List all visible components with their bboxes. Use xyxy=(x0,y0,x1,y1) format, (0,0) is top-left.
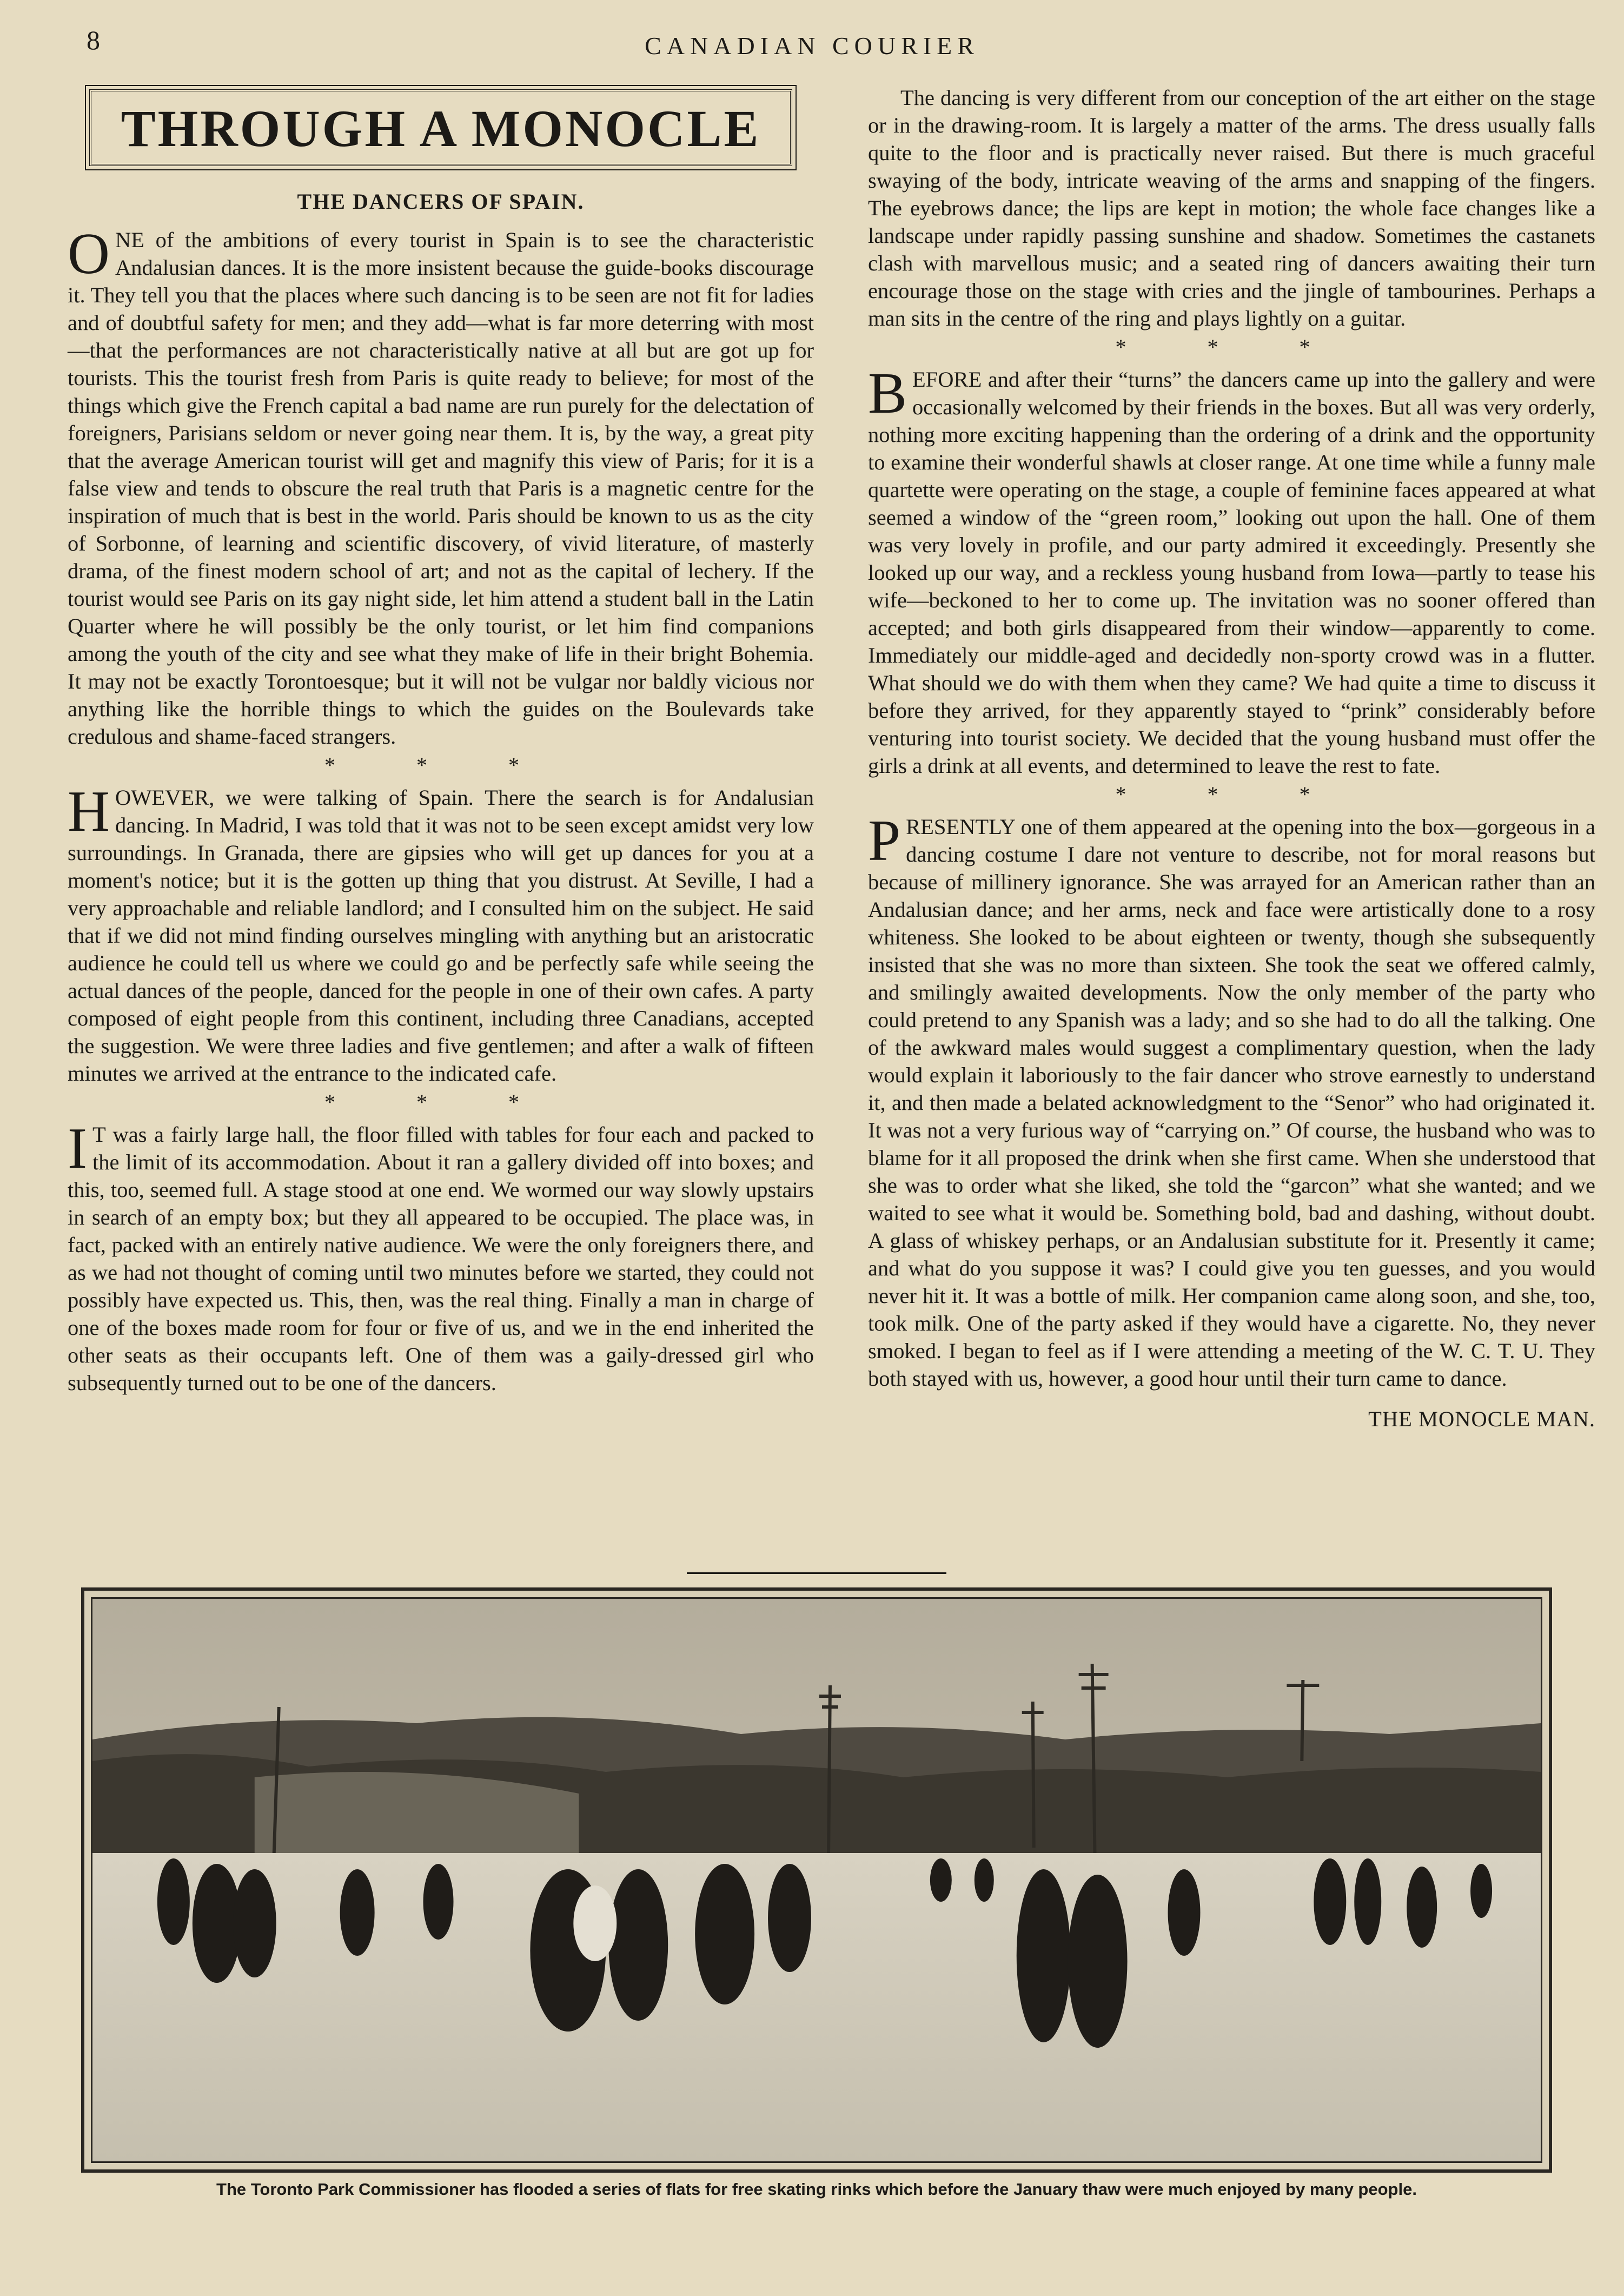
paragraph-text: we were talking of Spain. There the search is for Andalusian dancing. In Madrid, I was told that it was not to be seen except amidst very low surroundings. In Granada, there are gipsies who will get up dances for you at a moment's notice; but it is the gotten up thing that you distrust. At Seville, I had a very approachable and reliable landlord; and I consulted him on the subject. He said that if we did not mind finding ourselves mingling with anything but an aristocratic audience he could tell us where we could go and be perfectly safe while seeing the actual dances of the people, danced for the people in one of their own cafes. A party composed of eight people from this continent, including three Canadians, accepted the suggestion. We were three ladies and five gentlemen; and after a walk of fifteen minutes we arrived at the entrance to the indicated cafe. xyxy=(68,785,814,1086)
paragraph-4: The dancing is very different from our conception of the art either on the stage or in the drawing-room. It is largely a matter of the arms. The dress usually falls quite to the floor and is practically never raised. But there is much graceful swaying of the body, intricate weaving of the arms and snapping of the fingers. The eyebrows dance; the lips are kept in motion; the whole face changes like a landscape under rapidly passing sunshine and shadow. Sometimes the castanets clash with marvellous music; and a seated ring of dancers awaiting their turn encourage those on the stage with cries and the jingle of tambourines. Perhaps a man sits in the centre of the ring and plays lightly on a guitar. xyxy=(868,85,1595,330)
section-separator: * * * xyxy=(1115,335,1348,359)
page-number: 8 xyxy=(87,25,100,55)
paragraph-3 xyxy=(68,1116,814,1397)
paragraph-text: and after their “turns” the dancers came up into the gallery and were occasionally welcomed by their friends in the boxes. But all was very orderly, nothing more exciting happening than the ordering of a drink and the opportunity to examine their wonderful shawls at closer range. At one time while a funny male quartette were operating on the stage, a couple of feminine faces appeared at what seemed a window of the “green room,” looking out upon the hall. One of them was very lovely in profile, and our party admired it exceedingly. Presently she looked up our way, and a reckless young husband from Iowa—partly to tease his wife—beckoned to her to come up. The invitation was no sooner offered than accepted; and both girls disappeared from their window—apparently to come. Immediately our middle-aged and decidedly non-sporty crowd was in a flutter. What should we do with them when they came? We had quite a time to discuss it before they arrived, for they apparently stayed to “prink” considerably before venturing into tourist society. We decided that the young husband must offer the girls a drink at all events, and determined to leave the rest to fate. xyxy=(868,367,1595,778)
column-divider-rule xyxy=(687,1572,946,1574)
photo-image xyxy=(91,1597,1542,2163)
paragraph-6 xyxy=(868,809,1595,1392)
article-title: THROUGH A MONOCLE xyxy=(89,89,792,166)
author-signature: THE MONOCLE MAN. xyxy=(1368,1407,1595,1431)
article-column-right xyxy=(868,84,1595,1433)
section-separator: * * * xyxy=(324,753,557,777)
article-column-left xyxy=(68,84,814,1397)
section-separator: * * * xyxy=(1115,782,1348,806)
lead-word: NE xyxy=(115,228,144,252)
lead-word: T xyxy=(92,1122,105,1147)
paragraph-text: was a fairly large hall, the floor filled with tables for four each and packed to the limit of its accommodation. About it ran a gallery divided off into boxes; and this, too, seemed full. A stage stood at one end. We wormed our way slowly upstairs in search of an empty box; but they all appeared to be occupied. The place was, in fact, packed with an entirely native audience. We were the only foreigners there, and as we had not thought of coming until two minutes before we started, they could not possibly have expected us. This, then, was the real thing. Finally a man in charge of one of the boxes made room for four or five of us, and we in the end inherited the other seats as their occupants left. One of them was a gaily-dressed girl who subsequently turned out to be one of the dancers. xyxy=(68,1122,814,1395)
drop-cap: I xyxy=(68,1116,87,1181)
lead-word: OWEVER, xyxy=(115,785,215,810)
drop-cap: P xyxy=(868,809,901,873)
lead-word: EFORE xyxy=(912,367,982,392)
article-subtitle: THE DANCERS OF SPAIN. xyxy=(297,189,585,214)
paragraph-5 xyxy=(868,361,1595,779)
paragraph-1 xyxy=(68,222,814,750)
drop-cap: B xyxy=(868,361,907,426)
skating-rink-photo xyxy=(81,1587,1552,2173)
lead-word: RESENTLY xyxy=(906,815,1015,839)
paragraph-text: of the ambitions of every tourist in Spain is to see the characteristic Andalusian dances. It is the more insistent because the guide-books discourage it. They tell you that the places where such dancing is to be seen are not fit for ladies and of doubtful safety for men; and they add—what is far more deterring with most—that the performances are not characteristically native at all but are got up for tourists. This the tourist fresh from Paris is quite ready to believe; for most of the things which give the French capital a bad name are run purely for the delectation of foreigners, Parisians seldom or never going near them. It is, by the way, a great pity that the average American tourist will get and magnify this view of Paris; for it is a false view and tends to obscure the real truth that Paris is a magnetic centre for the inspiration of much that is best in the world. Paris should be known to us as the city of Sorbonne, of learning and scientific discovery, of vivid literature, of masterly drama, of the finest modern school of art; and not as the capital of lechery. If the tourist would see Paris on its gay night side, let him attend a student ball in the Latin Quarter where he will possibly be the only tourist, or let him find companions among the youth of the city and see what they make of life in their bright Bohemia. It may not be exactly Torontoesque; but it will not be vulgar nor baldly vicious nor anything like the horrible things to which the guides on the Boulevards take credulous and shame-faced strangers. xyxy=(68,228,814,749)
photo-illustration xyxy=(92,1599,1541,2161)
paragraph-text: one of them appeared at the opening into the box—gorgeous in a dancing costume I dare not venture to describe, not for moral reasons but because of millinery ignorance. She was arrayed for an American rather than an Andalusian dance; and her arms, neck and face were artistically done to a rosy whiteness. She looked to be about eighteen or twenty, though she subsequently insisted that she was no more than sixteen. She took the seat we offered calmly, and smilingly awaited developments. Now the only member of the party who could pretend to any Spanish was a lady; and so she had to do all the talking. One of the awkward males would suggest a complimentary question, when the lady would explain it laboriously to the fair dancer who strove earnestly to understand it, and then made a belated acknowledgment to the “Senor” who had originated it. It was not a very furious way of “carrying on.” Of course, the husband who was to blame for it all proposed the drink when she first came. When she understood that she was to order what she liked, she told the “garcon” what she wanted; and we waited to see what it would be. Something bold, bad and dashing, without doubt. A glass of whiskey perhaps, or an Andalusian substitute for it. Presently it came; and what do you suppose it was? I could give you ten guesses, and you would never hit it. It was a bottle of milk. Her companion came along soon, and she, too, took milk. One of the party asked if they would have a cigarette. No, they never smoked. I began to feel as if I were attending a meeting of the W. C. T. U. They both stayed with us, however, a good hour until their turn came to dance. xyxy=(868,815,1595,1391)
photo-caption: The Toronto Park Commissioner has flooded a series of flats for free skating rinks which before the January thaw were much enjoyed by many people. xyxy=(216,2180,1417,2199)
running-title: CANADIAN COURIER xyxy=(645,32,979,59)
drop-cap: H xyxy=(68,779,110,844)
section-separator: * * * xyxy=(324,1090,557,1114)
paragraph-2 xyxy=(68,779,814,1087)
drop-cap: O xyxy=(68,222,110,286)
